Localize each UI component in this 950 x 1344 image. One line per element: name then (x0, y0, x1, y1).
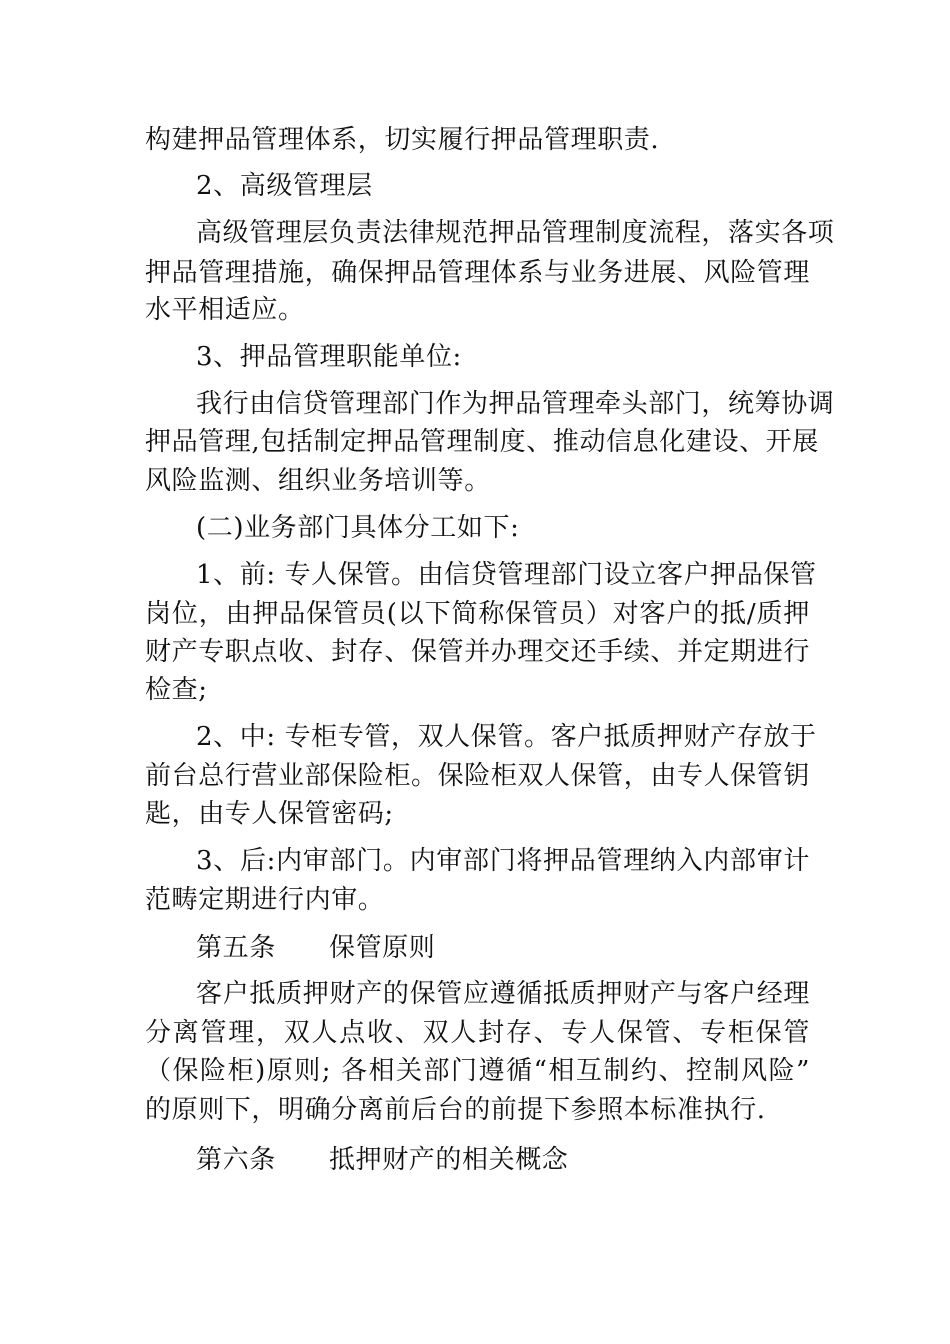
text-line: 前台总行营业部保险柜。保险柜双人保管，由专人保管钥 (145, 761, 811, 791)
text-line: 分离管理，双人点收、双人封存、专人保管、专柜保管 (145, 1018, 810, 1048)
text-line: 匙，由专人保管密码; (145, 799, 394, 829)
section-heading: (二)业务部门具体分工如下: (196, 513, 520, 543)
text-line: 风险监测、组织业务培训等。 (145, 466, 491, 496)
section-heading: 2、高级管理层 (196, 171, 373, 201)
text-line: 岗位，由押品保管员(以下简称保管员）对客户的抵/质押 (145, 599, 810, 629)
text-line: 我行由信贷管理部门作为押品管理牵头部门，统筹协调 (196, 389, 835, 419)
text-line: 3、后:内审部门。内审部门将押品管理纳入内部审计 (196, 846, 810, 876)
article-heading: 第五条 保管原则 (196, 933, 436, 963)
text-line: 客户抵质押财产的保管应遵循抵质押财产与客户经理 (196, 979, 810, 1009)
text-line: 检查; (145, 675, 208, 705)
text-line: 1、前: 专人保管。由信贷管理部门设立客户押品保管 (196, 560, 817, 590)
section-heading: 3、押品管理职能单位: (196, 342, 462, 372)
text-line: 2、中: 专柜专管，双人保管。客户抵质押财产存放于 (196, 722, 817, 752)
text-line: 押品管理措施，确保押品管理体系与业务进展、风险管理 (145, 258, 811, 288)
text-line: （保险柜)原则; 各相关部门遵循“相互制约、控制风险” (145, 1056, 810, 1086)
text-line: 高级管理层负责法律规范押品管理制度流程，落实各项 (196, 218, 835, 248)
text-line: 押品管理,包括制定押品管理制度、推动信息化建设、开展 (145, 427, 819, 457)
text-line: 范畴定期进行内审。 (145, 885, 385, 915)
text-line: 的原则下，明确分离前后台的前提下参照本标准执行. (145, 1095, 766, 1125)
article-heading: 第六条 抵押财产的相关概念 (196, 1145, 569, 1175)
text-line: 水平相适应。 (145, 295, 305, 325)
text-line: 构建押品管理体系，切实履行押品管理职责. (145, 125, 660, 155)
text-line: 财产专职点收、封存、保管并办理交还手续、并定期进行 (145, 637, 811, 667)
